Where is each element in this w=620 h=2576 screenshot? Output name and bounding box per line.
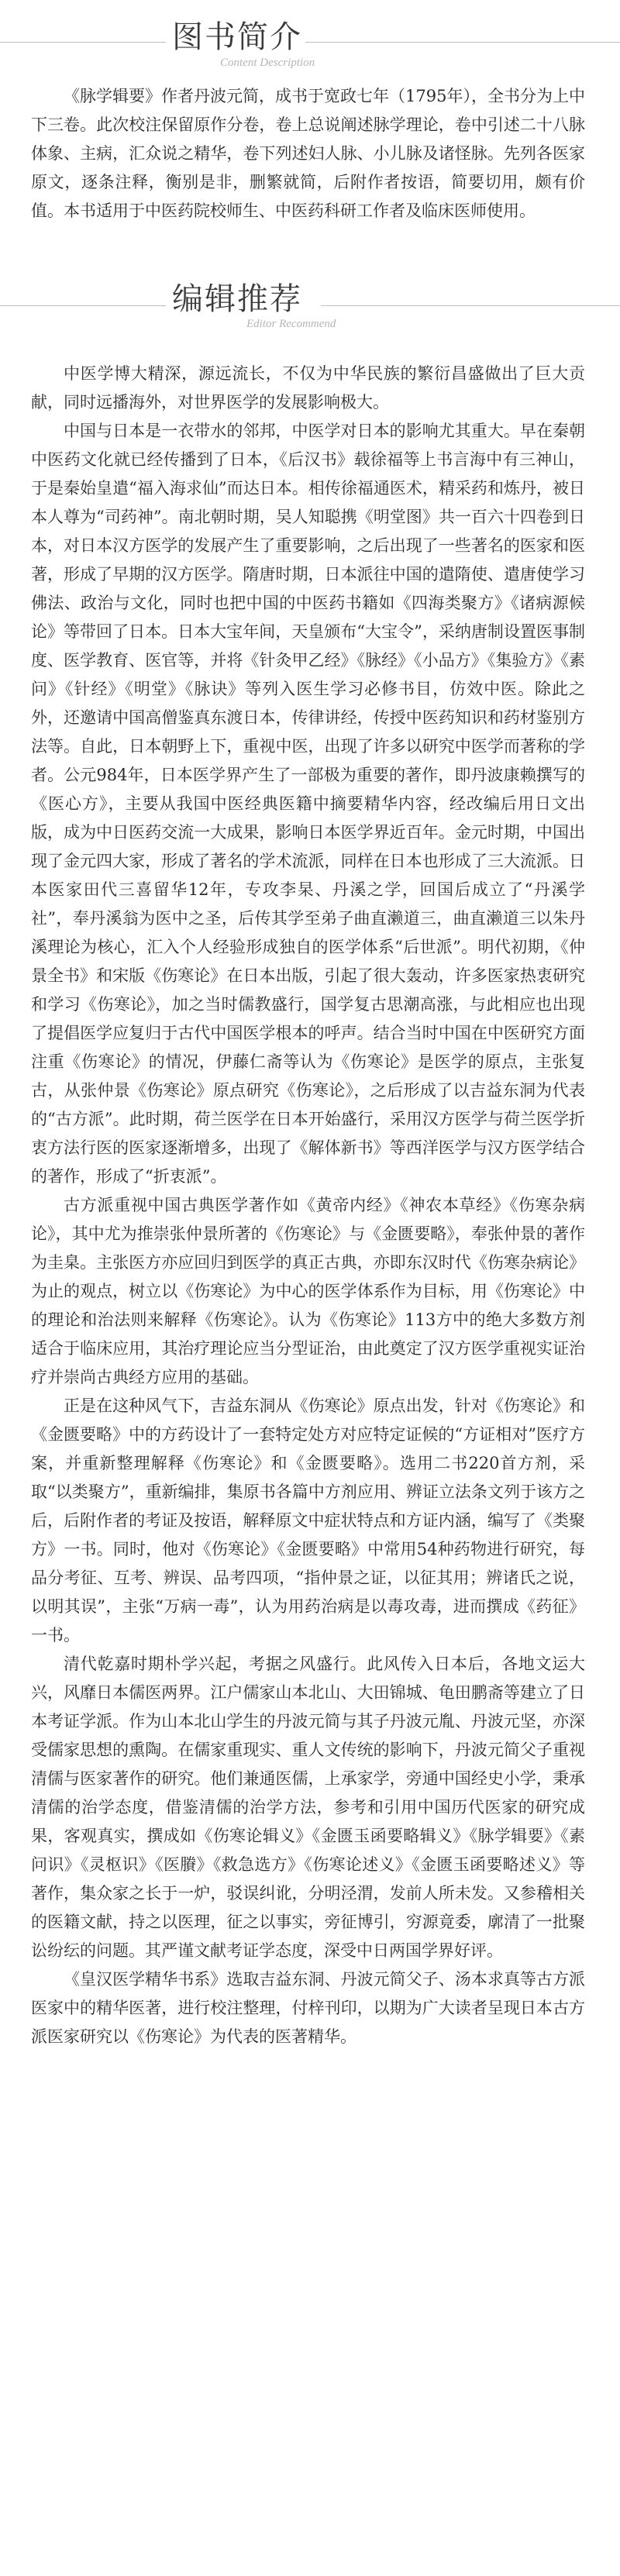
recommend-title: 编辑推荐 (172, 281, 302, 317)
recommend-paragraph-1: 中医学博大精深，源远流长，不仅为中华民族的繁衍昌盛做出了巨大贡献，同时远播海外，对世界医学的发展影响极大。 (31, 364, 585, 412)
intro-paragraph: 《脉学辑要》作者丹波元简，成书于宽政七年（1795年），全书分为上中下三卷。此次校注保留原作分卷，卷上总说阐述脉学理论，卷中引述二十八脉体象、主病，汇众说之精华，卷下列述妇人脉、小儿脉及诸怪脉。先列各医家原文，逐条注释，衡别是非，删繁就简，后附作者按语，简要切用，颇有价值。本书适用于中医药院校师生、中医药科研工作者及临床医师使用。 (31, 87, 585, 220)
intro-body (31, 82, 585, 226)
intro-title: 图书简介 (172, 19, 302, 55)
recommend-body (31, 360, 585, 2051)
recommend-paragraph-3: 古方派重视中国古典医学著作如《黄帝内经》《神农本草经》《伤寒杂病论》，其中尤为推崇张仲景所著的《伤寒论》与《金匮要略》，奉张仲景的著作为圭臬。主张医方亦应回归到医学的真正古典，亦即东汉时代《伤寒杂病论》为止的观点，树立以《伤寒论》为中心的医学体系作为目标，用《伤寒论》中的理论和治法则来解释《伤寒论》。认为《伤寒论》113方中的绝大多数方剂适合于临床应用，其治疗理论应当分型证治，由此奠定了汉方医学重视实证治疗并崇尚古典经方应用的基础。 (31, 1196, 585, 1386)
intro-header-divider (0, 42, 620, 43)
intro-subtitle: Content Description (220, 57, 315, 69)
recommend-paragraph-6: 《皇汉医学精华书系》选取吉益东洞、丹波元简父子、汤本求真等古方派医家中的精华医著，进行校注整理，付梓刊印，以期为广大读者呈现日本古方派医家研究以《伤寒论》为代表的医著精华。 (31, 1970, 585, 2046)
recommend-paragraph-2: 中国与日本是一衣带水的邻邦，中医学对日本的影响尤其重大。早在秦朝中医药文化就已经传播到了日本，《后汉书》载徐福等上书言海中有三神山，于是秦始皇遣“福入海求仙”而达日本。相传徐福通医术，精采药和炼丹，被日本人尊为“司药神”。南北朝时期，吴人知聪携《明堂图》共一百六十四卷到日本，对日本汉方医学的发展产生了重要影响，之后出现了一些著名的医家和医著，形成了早期的汉方医学。隋唐时期，日本派往中国的遣隋使、遣唐使学习佛法、政治与文化，同时也把中国的中医药书籍如《四海类聚方》《诸病源候论》等带回了日本。日本大宝年间，天皇颁布“大宝令”，采纳唐制设置医事制度、医学教育、医官等，并将《针灸甲乙经》《脉经》《小品方》《集验方》《素问》《针经》《明堂》《脉诀》等列入医生学习必修书目，仿效中医。除此之外，还邀请中国高僧鉴真东渡日本，传律讲经，传授中医药知识和药材鉴别方法等。自此，日本朝野上下，重视中医，出现了许多以研究中医学而著称的学者。公元984年，日本医学界产生了一部极为重要的著作，即丹波康赖撰写的《医心方》，主要从我国中医经典医籍中摘要精华内容，经改编后用日文出版，成为中日医药交流一大成果，影响日本医学界近百年。金元时期，中国出现了金元四大家，形成了著名的学术流派，同样在日本也形成了三大流派。日本医家田代三喜留华12年，专攻李杲、丹溪之学，回国后成立了“丹溪学社”，奉丹溪翁为医中之圣，后传其学至弟子曲直濑道三，曲直濑道三以朱丹溪理论为核心，汇入个人经验形成独自的医学体系“后世派”。明代初期，《仲景全书》和宋版《伤寒论》在日本出版，引起了很大轰动，许多医家热衷研究和学习《伤寒论》，加之当时儒教盛行，国学复古思潮高涨，与此相应也出现了提倡医学应复归于古代中国医学根本的呼声。结合当时中国在中医研究方面注重《伤寒论》的情况，伊藤仁斋等认为《伤寒论》是医学的原点，主张复古，从张仲景《伤寒论》原点研究《伤寒论》，之后形成了以吉益东洞为代表的“古方派”。此时期，荷兰医学在日本开始盛行，采用汉方医学与荷兰医学折衷方法行医的医家逐渐增多，出现了《解体新书》等西洋医学与汉方医学结合的著作，形成了“折衷派”。 (31, 422, 585, 1186)
recommend-subtitle: Editor Recommend (246, 318, 336, 330)
recommend-paragraph-5: 清代乾嘉时期朴学兴起，考据之风盛行。此风传入日本后，各地文运大兴，风靡日本儒医两界。江户儒家山本北山、大田锦城、龟田鹏斋等建立了日本考证学派。作为山本北山学生的丹波元简与其子丹波元胤、丹波元坚，亦深受儒家思想的熏陶。在儒家重现实、重人文传统的影响下，丹波元简父子重视清儒与医家著作的研究。他们兼通医儒，上承家学，旁通中国经史小学，秉承清儒的治学态度，借鉴清儒的治学方法，参考和引用中国历代医家的研究成果，客观真实，撰成如《伤寒论辑义》《金匮玉函要略辑义》《脉学辑要》《素问识》《灵枢识》《医賸》《救急选方》《伤寒论述义》《金匮玉函要略述义》等著作，集众家之长于一炉，驳误纠讹，分明泾渭，发前人所未发。又参稽相关的医籍文献，持之以医理，征之以事实，旁征博引，穷源竟委，廓清了一批聚讼纷纭的问题。其严谨文献考证学态度，深受中日两国学界好评。 (31, 1655, 585, 1960)
recommend-paragraph-4: 正是在这种风气下，吉益东洞从《伤寒论》原点出发，针对《伤寒论》和《金匮要略》中的方药设计了一套特定处方对应特定证候的“方证相对”医疗方案，并重新整理解释《伤寒论》和《金匮要略》。选用二书220首方剂，采取“以类聚方”，重新编排，集原书各篇中方剂应用、辨证立法条文列于该方之后，后附作者的考证及按语，解释原文中症状特点和方证内涵，编写了《类聚方》一书。同时，他对《伤寒论》《金匮要略》中常用54种药物进行研究，每品分考征、互考、辨误、品考四项，“指仲景之证，以征其用；辨诸氏之说，以明其误”，主张“万病一毒”，认为用药治病是以毒攻毒，进而撰成《药征》一书。 (31, 1396, 585, 1644)
